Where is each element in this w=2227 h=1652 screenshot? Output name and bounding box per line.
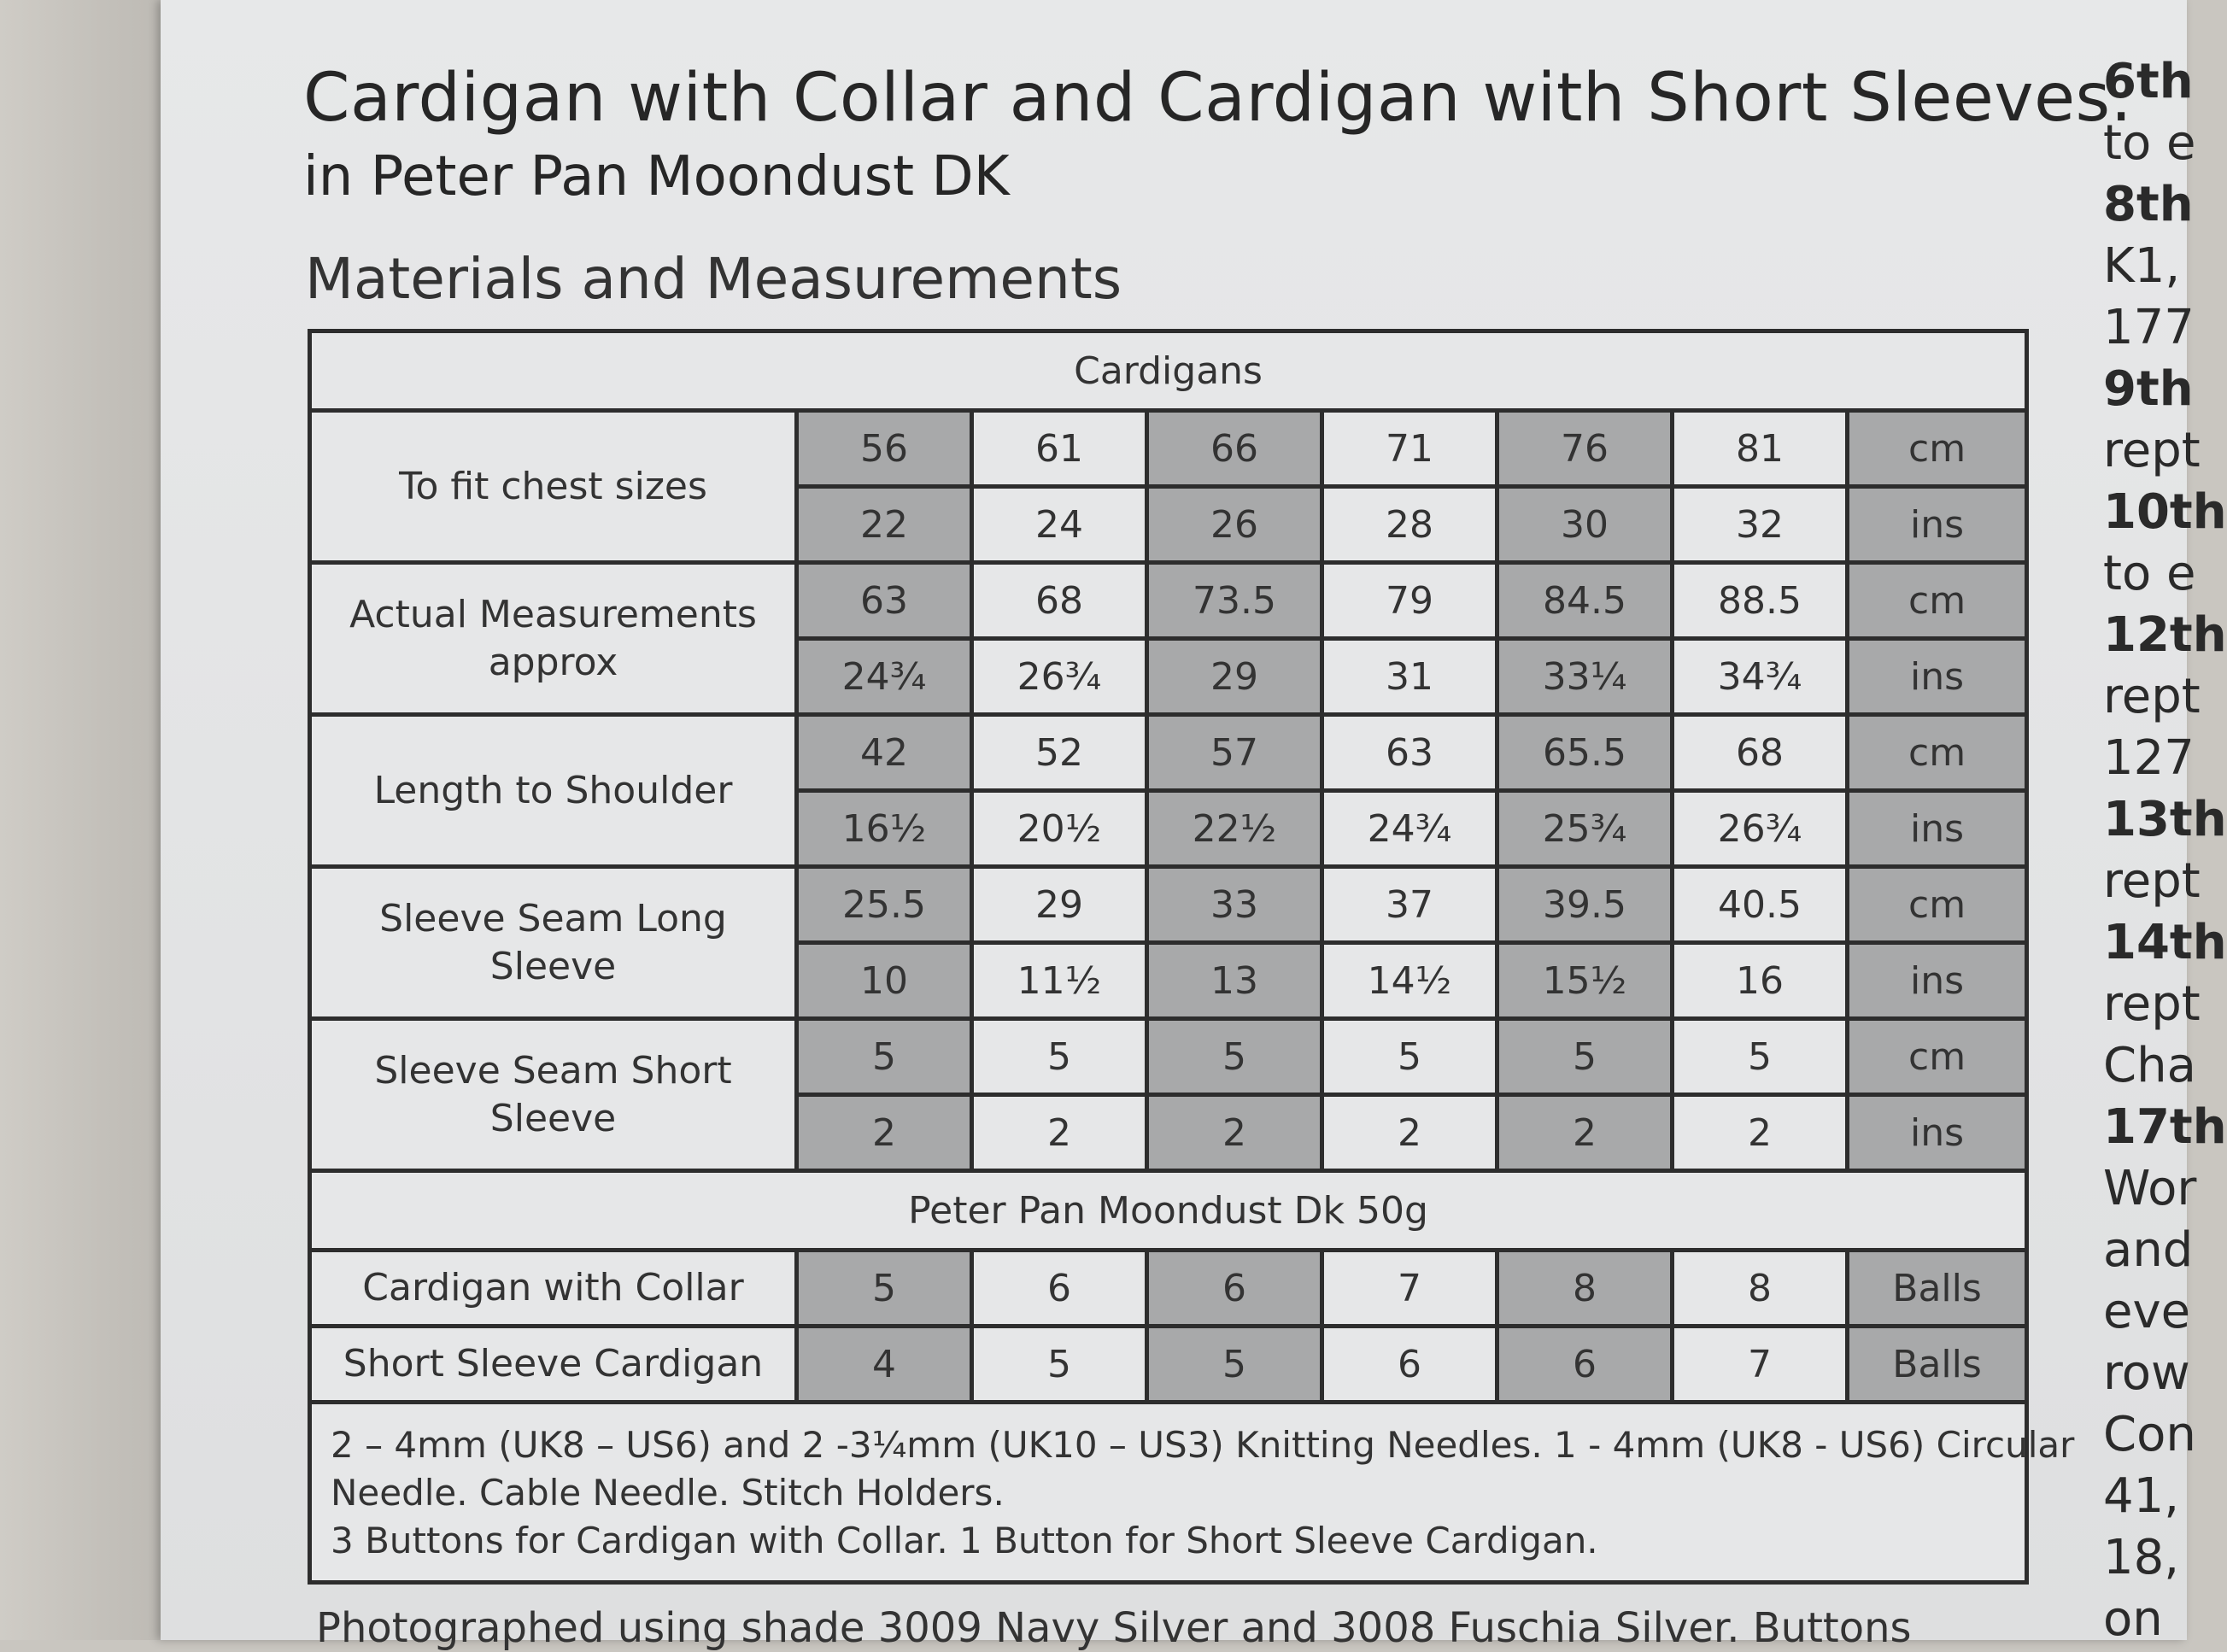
table-cell: 5	[1673, 1019, 1848, 1095]
table-cell: 22½	[1147, 791, 1322, 867]
table-header-row	[310, 331, 2027, 411]
table-cell: 5	[1322, 1019, 1497, 1095]
yarn-row	[310, 1327, 2027, 1403]
table-cell: 63	[797, 563, 972, 639]
table-cell: 2	[1673, 1095, 1848, 1171]
table-cell: 2	[1322, 1095, 1497, 1171]
table-row	[310, 411, 2027, 487]
adjacent-column-line: 41,	[2103, 1468, 2180, 1524]
adjacent-column-line: rept	[2103, 853, 2201, 909]
table-cell: 10	[797, 943, 972, 1019]
page-subtitle: in Peter Pan Moondust DK	[303, 145, 1010, 208]
notes-line: Needle. Cable Needle. Stitch Holders.	[331, 1472, 1005, 1514]
adjacent-column-line: Wor	[2103, 1161, 2197, 1216]
adjacent-column-line: 13th	[2103, 792, 2227, 847]
table-cell: 16½	[797, 791, 972, 867]
table-row	[310, 1019, 2027, 1095]
table-cell: 37	[1322, 867, 1497, 943]
table-cell: 11½	[972, 943, 1147, 1019]
adjacent-column-line: 127	[2103, 730, 2195, 786]
table-cell: 5	[972, 1019, 1147, 1095]
adjacent-column-line: K1,	[2103, 238, 2181, 294]
background-surface	[0, 0, 171, 1640]
table-cell: 61	[972, 411, 1147, 487]
table-cell: 57	[1147, 715, 1322, 791]
yarn-row-label: Short Sleeve Cardigan	[310, 1327, 797, 1403]
table-row	[310, 563, 2027, 639]
table-cell: 39.5	[1497, 867, 1673, 943]
unit-cell: cm	[1848, 867, 2027, 943]
adjacent-column-line: 9th	[2103, 361, 2194, 417]
table-cell: 76	[1497, 411, 1673, 487]
unit-cell: ins	[1848, 791, 2027, 867]
notes-line: 3 Buttons for Cardigan with Collar. 1 Button for Short Sleeve Cardigan.	[331, 1520, 1598, 1561]
yarn-row	[310, 1251, 2027, 1327]
row-label: Sleeve Seam Short Sleeve	[310, 1019, 797, 1171]
yarn-header-row	[310, 1171, 2027, 1251]
table-cell: 30	[1497, 487, 1673, 563]
table-cell: 22	[797, 487, 972, 563]
table-cell: 8	[1673, 1251, 1848, 1327]
table-cell: 2	[1147, 1095, 1322, 1171]
table-cell: 16	[1673, 943, 1848, 1019]
table-cell: 4	[797, 1327, 972, 1403]
table-cell: 32	[1673, 487, 1848, 563]
unit-cell: ins	[1848, 1095, 2027, 1171]
table-cell: 13	[1147, 943, 1322, 1019]
table-cell: 6	[1322, 1327, 1497, 1403]
table-cell: 7	[1322, 1251, 1497, 1327]
table-cell: 63	[1322, 715, 1497, 791]
table-cell: 33	[1147, 867, 1322, 943]
table-cell: 2	[972, 1095, 1147, 1171]
row-label: Length to Shoulder	[310, 715, 797, 867]
table-cell: 15½	[1497, 943, 1673, 1019]
section-heading: Materials and Measurements	[305, 246, 1122, 312]
materials-table	[308, 329, 2075, 1585]
table-cell: 56	[797, 411, 972, 487]
table-cell: 24¾	[797, 639, 972, 715]
table-row	[310, 715, 2027, 791]
notes-cell	[310, 1403, 2075, 1583]
table-cell: 26¾	[972, 639, 1147, 715]
adjacent-column-line: on	[2103, 1591, 2163, 1647]
adjacent-column-line: rept	[2103, 669, 2201, 724]
adjacent-column-line: Con	[2103, 1407, 2196, 1462]
materials-table-container	[308, 329, 2075, 1585]
table-header: Cardigans	[310, 331, 2027, 411]
yarn-header: Peter Pan Moondust Dk 50g	[310, 1171, 2027, 1251]
table-cell: 79	[1322, 563, 1497, 639]
table-cell: 8	[1497, 1251, 1673, 1327]
table-cell: 66	[1147, 411, 1322, 487]
table-cell: 88.5	[1673, 563, 1848, 639]
table-cell: 2	[1497, 1095, 1673, 1171]
table-cell: 5	[972, 1327, 1147, 1403]
table-cell: 2	[797, 1095, 972, 1171]
table-cell: 5	[1147, 1019, 1322, 1095]
table-cell: 65.5	[1497, 715, 1673, 791]
adjacent-column-line: Cha	[2103, 1038, 2196, 1093]
notes-line: 2 – 4mm (UK8 – US6) and 2 -3¼mm (UK10 – US3) Knitting Needles. 1 - 4mm (UK8 - US6) Circular	[331, 1424, 2075, 1466]
adjacent-column-line: rept	[2103, 423, 2201, 478]
table-cell: 28	[1322, 487, 1497, 563]
footer-text: Photographed using shade 3009 Navy Silver and 3008 Fuschia Silver. Buttons	[316, 1604, 1912, 1652]
table-cell: 68	[972, 563, 1147, 639]
table-cell: 29	[972, 867, 1147, 943]
table-body	[310, 331, 2075, 1583]
yarn-row-label: Cardigan with Collar	[310, 1251, 797, 1327]
adjacent-column-line: 177	[2103, 300, 2195, 355]
row-label: Sleeve Seam Long Sleeve	[310, 867, 797, 1019]
table-cell: 6	[972, 1251, 1147, 1327]
adjacent-column-line: 8th	[2103, 177, 2194, 232]
table-cell: 7	[1673, 1327, 1848, 1403]
unit-cell: cm	[1848, 563, 2027, 639]
table-cell: 52	[972, 715, 1147, 791]
table-cell: 73.5	[1147, 563, 1322, 639]
row-label: To fit chest sizes	[310, 411, 797, 563]
table-cell: 25¾	[1497, 791, 1673, 867]
table-cell: 5	[797, 1019, 972, 1095]
table-cell: 33¼	[1497, 639, 1673, 715]
notes-row	[310, 1403, 2027, 1583]
unit-cell: cm	[1848, 1019, 2027, 1095]
page-title: Cardigan with Collar and Cardigan with Short Sleeves.	[303, 60, 2132, 137]
table-cell: 5	[797, 1251, 972, 1327]
table-cell: 5	[1497, 1019, 1673, 1095]
table-cell: 71	[1322, 411, 1497, 487]
adjacent-column-line: and	[2103, 1222, 2194, 1278]
table-cell: 31	[1322, 639, 1497, 715]
unit-cell: cm	[1848, 715, 2027, 791]
adjacent-column-line: 18,	[2103, 1530, 2180, 1585]
adjacent-column-line: 10th	[2103, 484, 2227, 540]
adjacent-column-line: 6th	[2103, 54, 2194, 109]
unit-cell: cm	[1848, 411, 2027, 487]
table-cell: 42	[797, 715, 972, 791]
table-cell: 40.5	[1673, 867, 1848, 943]
adjacent-column-line: 12th	[2103, 607, 2227, 663]
adjacent-column-line: 14th	[2103, 915, 2227, 970]
adjacent-column-line: rept	[2103, 976, 2201, 1032]
table-cell: 68	[1673, 715, 1848, 791]
table-cell: 5	[1147, 1327, 1322, 1403]
adjacent-column-line: to e	[2103, 115, 2196, 171]
table-cell: 26	[1147, 487, 1322, 563]
table-cell: 6	[1147, 1251, 1322, 1327]
table-cell: 24¾	[1322, 791, 1497, 867]
adjacent-column-text	[2103, 51, 2227, 1650]
table-row	[310, 867, 2027, 943]
table-cell: 84.5	[1497, 563, 1673, 639]
unit-cell: ins	[1848, 943, 2027, 1019]
table-cell: 34¾	[1673, 639, 1848, 715]
table-cell: 24	[972, 487, 1147, 563]
adjacent-column-line: row	[2103, 1345, 2190, 1401]
unit-cell: Balls	[1848, 1251, 2027, 1327]
unit-cell: Balls	[1848, 1327, 2027, 1403]
table-cell: 6	[1497, 1327, 1673, 1403]
adjacent-column-line: eve	[2103, 1284, 2191, 1339]
row-label: Actual Measurements approx	[310, 563, 797, 715]
table-cell: 26¾	[1673, 791, 1848, 867]
table-cell: 14½	[1322, 943, 1497, 1019]
adjacent-column-line: 17th	[2103, 1099, 2227, 1155]
table-cell: 25.5	[797, 867, 972, 943]
unit-cell: ins	[1848, 639, 2027, 715]
table-cell: 20½	[972, 791, 1147, 867]
adjacent-column-line: to e	[2103, 546, 2196, 601]
unit-cell: ins	[1848, 487, 2027, 563]
table-cell: 29	[1147, 639, 1322, 715]
table-cell: 81	[1673, 411, 1848, 487]
